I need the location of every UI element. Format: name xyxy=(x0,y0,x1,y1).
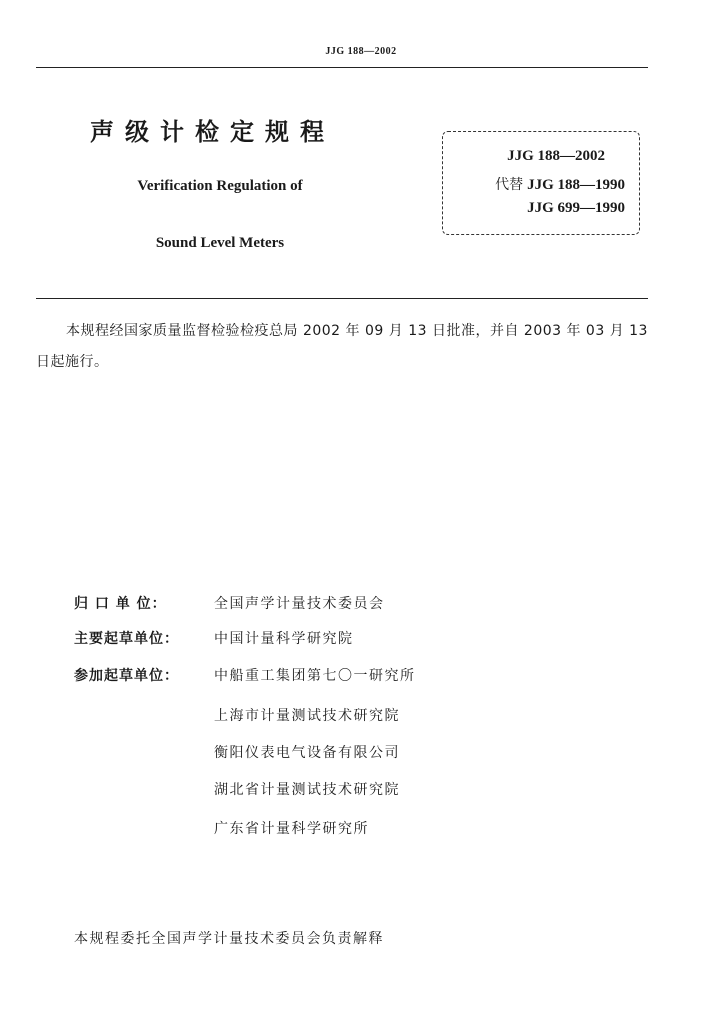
participating-org-row xyxy=(74,657,416,693)
section-rule xyxy=(36,298,648,299)
approval-statement: 本规程经国家质量监督检验检疫总局 2002 年 09 月 13 日批准，并自 2003 年 03 月 13 日起施行。 xyxy=(36,323,648,370)
participating-org-row xyxy=(74,697,400,733)
english-title-line-1: Verification Regulation of xyxy=(137,178,303,194)
main-drafter-row xyxy=(74,620,354,656)
replaces-prefix: 代替 xyxy=(495,177,524,193)
participating-org: 湖北省计量测试技术研究院 xyxy=(214,782,400,798)
english-title-line-2: Sound Level Meters xyxy=(155,235,285,251)
participating-org-label: 参加起草单位： xyxy=(74,668,179,684)
responsible-org-value: 全国声学计量技术委员会 xyxy=(214,596,385,612)
participating-org: 中船重工集团第七〇一研究所 xyxy=(214,668,416,684)
standard-code-box xyxy=(442,131,640,235)
responsible-org-row xyxy=(74,585,385,621)
interpretation-note: 本规程委托全国声学计量技术委员会负责解释 xyxy=(74,931,384,947)
participating-org-row xyxy=(74,771,400,807)
main-drafter-value: 中国计量科学研究院 xyxy=(214,631,354,647)
main-drafter-label: 主要起草单位： xyxy=(74,631,179,647)
replaced-code-2: JJG 699—1990 xyxy=(527,200,625,216)
participating-org: 衡阳仪表电气设备有限公司 xyxy=(214,745,400,761)
replaced-code-1: JJG 188—1990 xyxy=(527,177,625,193)
responsible-org-label: 归 口 单 位： xyxy=(74,596,167,612)
participating-org-row xyxy=(74,810,369,846)
standard-code: JJG 188—2002 xyxy=(507,148,605,164)
participating-org: 广东省计量科学研究所 xyxy=(214,821,369,837)
participating-org-row xyxy=(74,734,400,770)
participating-org: 上海市计量测试技术研究院 xyxy=(214,708,400,724)
chinese-title: 声级计检定规程 xyxy=(90,118,335,146)
replaced-code-line-1 xyxy=(495,174,625,194)
header-rule xyxy=(36,67,648,68)
running-header: JJG 188—2002 xyxy=(325,46,397,57)
